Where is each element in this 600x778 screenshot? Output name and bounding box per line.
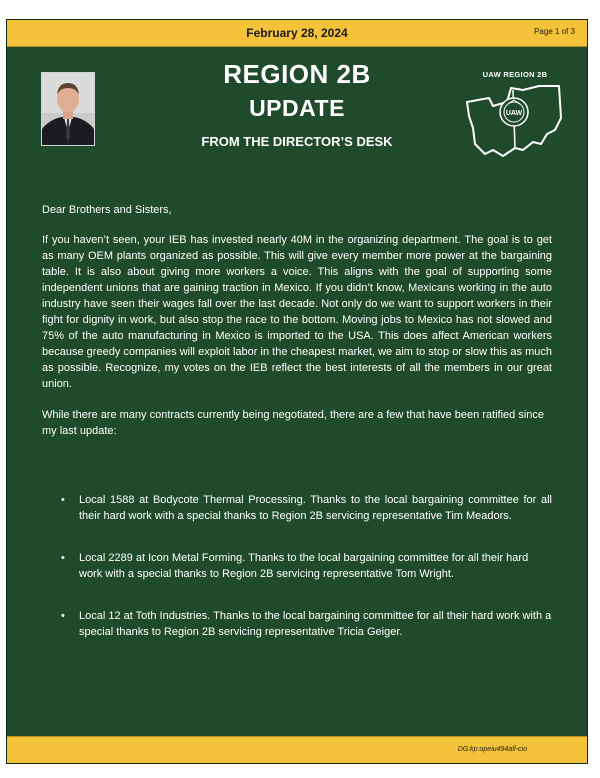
issue-date: February 28, 2024: [246, 26, 348, 40]
list-item-text: Local 1588 at Bodycote Thermal Processing. Thanks to the local bargaining committee for all their hard work with a special thanks to Region 2B servicing representative Tim Meadors.: [79, 494, 552, 522]
list-item: [57, 492, 552, 524]
region-map-icon: [463, 68, 567, 160]
letter-paragraph-1: If you haven’t seen, your IEB has invested nearly 40M in the organizing department. The goal is to get as many OEM plants organized as possible. This will give every member more power at the bargaining table. It is also about giving more workers a voice. This aligns with the goal of supporting some independent unions that are gaining traction in Mexico. If you didn’t know, Mexicans working in the auto industry have seen their wages fall over the last decade. Not only do we want to support workers in their fight for dignity in work, but also stop the race to the bottom. Moving jobs to Mexico has not slowed and 75% of the auto manufacturing in Mexico is imported to the USA. This does affect American workers because greedy companies will exploit labor in the cheapest market, we aim to stop or slow this as much as possible. Recognize, my votes on the IEB reflect the best interests of all the members in our great union.: [42, 234, 552, 390]
letter-paragraph-2: While there are many contracts currently being negotiated, there are a few that have been ratified since my last update:: [42, 409, 545, 437]
uaw-region-logo: [463, 68, 567, 160]
letter-greeting: Dear Brothers and Sisters,: [42, 204, 172, 216]
page-title-update: UPDATE: [249, 95, 345, 121]
ratified-contracts-list: [57, 492, 552, 640]
logo-label: UAW REGION 2B: [482, 70, 548, 79]
footer-bar: [7, 736, 587, 763]
list-item-text: Local 12 at Toth Industries. Thanks to the local bargaining committee for all their hard work with a special thanks to Region 2B servicing representative Tricia Geiger.: [79, 610, 552, 638]
footer-code: DG:kp:opeiu494afl-cio: [457, 746, 527, 753]
list-item: [57, 608, 552, 640]
seal-text: UAW: [505, 110, 523, 117]
header-bar: [7, 20, 587, 47]
list-item-text: Local 2289 at Icon Metal Forming. Thanks to the local bargaining committee for all their hard work with a special thanks to Region 2B servicing representative Tom Wright.: [79, 552, 529, 580]
bullet-icon: •: [61, 610, 65, 622]
letter-body: [42, 202, 552, 439]
page-title: REGION 2B: [223, 59, 371, 89]
bullet-icon: •: [61, 494, 65, 506]
bullet-icon: •: [61, 552, 65, 564]
list-item: [57, 550, 552, 582]
newsletter-page: [6, 19, 588, 764]
page-subtitle: FROM THE DIRECTOR’S DESK: [201, 134, 393, 149]
page-indicator: Page 1 of 3: [534, 27, 575, 36]
